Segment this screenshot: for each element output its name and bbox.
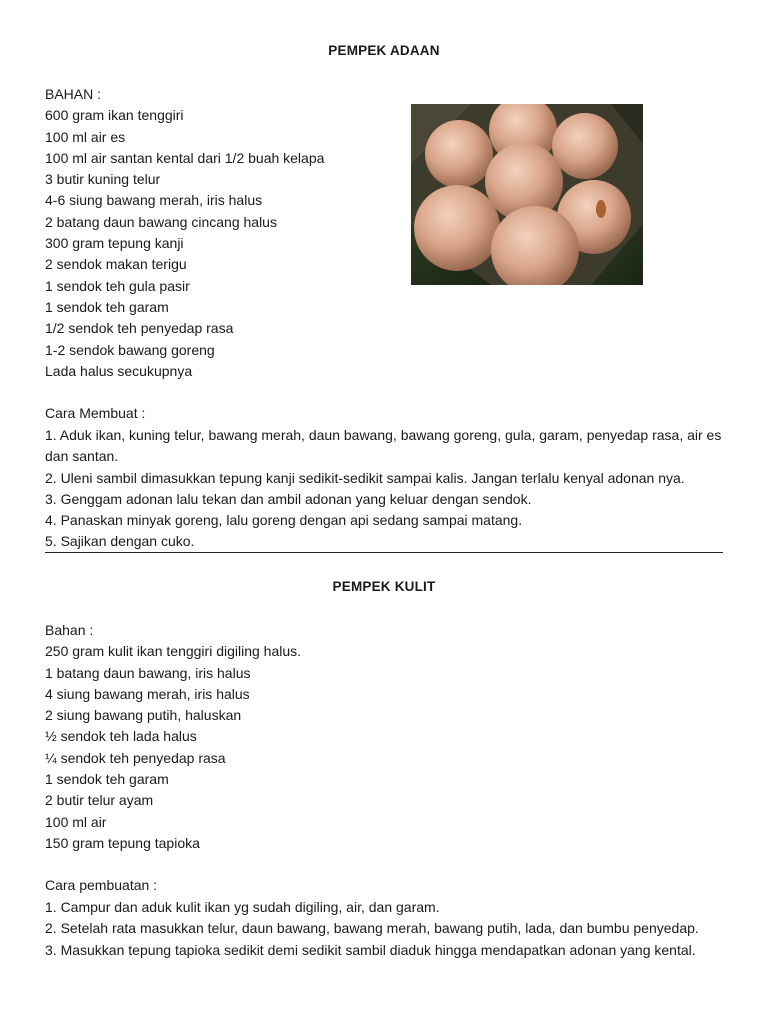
steps-heading: Cara pembuatan : xyxy=(45,877,158,893)
ingredient-item: 100 ml air es xyxy=(45,128,126,145)
ingredient-item: ¼ sendok teh penyedap rasa xyxy=(45,749,226,766)
ingredient-item: 250 gram kulit ikan tenggiri digiling halus. xyxy=(45,643,302,660)
step-item: 1. Campur dan aduk kulit ikan yg sudah digiling, air, dan garam. xyxy=(45,899,440,915)
ingredient-item: 300 gram tepung kanji xyxy=(45,235,184,252)
ingredient-item: 2 batang daun bawang cincang halus xyxy=(45,213,277,230)
ingredient-item: 3 butir kuning telur xyxy=(45,171,161,188)
ingredient-item: 4-6 siung bawang merah, iris halus xyxy=(45,192,263,209)
ingredients-list xyxy=(45,620,301,854)
ingredient-item: 2 sendok makan terigu xyxy=(45,256,187,273)
step-item: 2. Setelah rata masukkan telur, daun bawang, bawang merah, bawang putih, lada, dan bumbu penyedap. xyxy=(45,920,699,937)
ingredient-item: 1 sendok teh gula pasir xyxy=(45,277,190,294)
ingredient-item: 1 sendok teh garam xyxy=(45,771,169,788)
ingredient-item: 1-2 sendok bawang goreng xyxy=(45,341,215,358)
ingredients-heading: Bahan : xyxy=(45,622,94,638)
step-item: 2. Uleni sambil dimasukkan tepung kanji sedikit-sedikit sampai kalis. Jangan terlalu kenyal adonan nya. xyxy=(45,469,685,486)
step-item: 1. Aduk ikan, kuning telur, bawang merah, daun bawang, bawang goreng, gula, garam, penyedap rasa, air es dan santan. xyxy=(45,427,722,465)
step-item: 4. Panaskan minyak goreng, lalu goreng dengan api sedang sampai matang. xyxy=(45,512,523,529)
ingredients-list xyxy=(45,84,324,382)
ingredient-item: 150 gram tepung tapioka xyxy=(45,834,200,851)
step-item: 3. Genggam adonan lalu tekan dan ambil adonan yang keluar dengan sendok. xyxy=(45,490,532,507)
steps-list xyxy=(45,425,725,553)
ingredient-item: 1 sendok teh garam xyxy=(45,298,169,315)
ingredient-item: Lada halus secukupnya xyxy=(45,362,193,379)
steps-list xyxy=(45,897,699,961)
ingredient-item: 100 ml air xyxy=(45,813,107,830)
ingredient-item: 2 siung bawang putih, haluskan xyxy=(45,707,242,724)
ingredient-item: 1 batang daun bawang, iris halus xyxy=(45,664,251,681)
ingredient-item: 4 siung bawang merah, iris halus xyxy=(45,685,250,702)
ingredient-item: 100 ml air santan kental dari 1/2 buah kelapa xyxy=(45,149,325,166)
ingredient-item: ½ sendok teh lada halus xyxy=(45,728,197,745)
step-item: 3. Masukkan tepung tapioka sedikit demi sedikit sambil diaduk hingga mendapatkan adonan yang kental. xyxy=(45,941,696,958)
section-divider xyxy=(45,552,723,553)
ingredient-item: 1/2 sendok teh penyedap rasa xyxy=(45,320,234,337)
recipe-title: PEMPEK KULIT xyxy=(332,579,436,594)
ingredient-item: 2 butir telur ayam xyxy=(45,792,154,809)
steps-heading: Cara Membuat : xyxy=(45,405,146,421)
step-item: 5. Sajikan dengan cuko. xyxy=(45,533,195,550)
recipe-title: PEMPEK ADAAN xyxy=(328,43,440,58)
pempek-photo xyxy=(411,104,643,285)
ingredients-heading: BAHAN : xyxy=(45,86,102,102)
ingredient-item: 600 gram ikan tenggiri xyxy=(45,107,184,124)
